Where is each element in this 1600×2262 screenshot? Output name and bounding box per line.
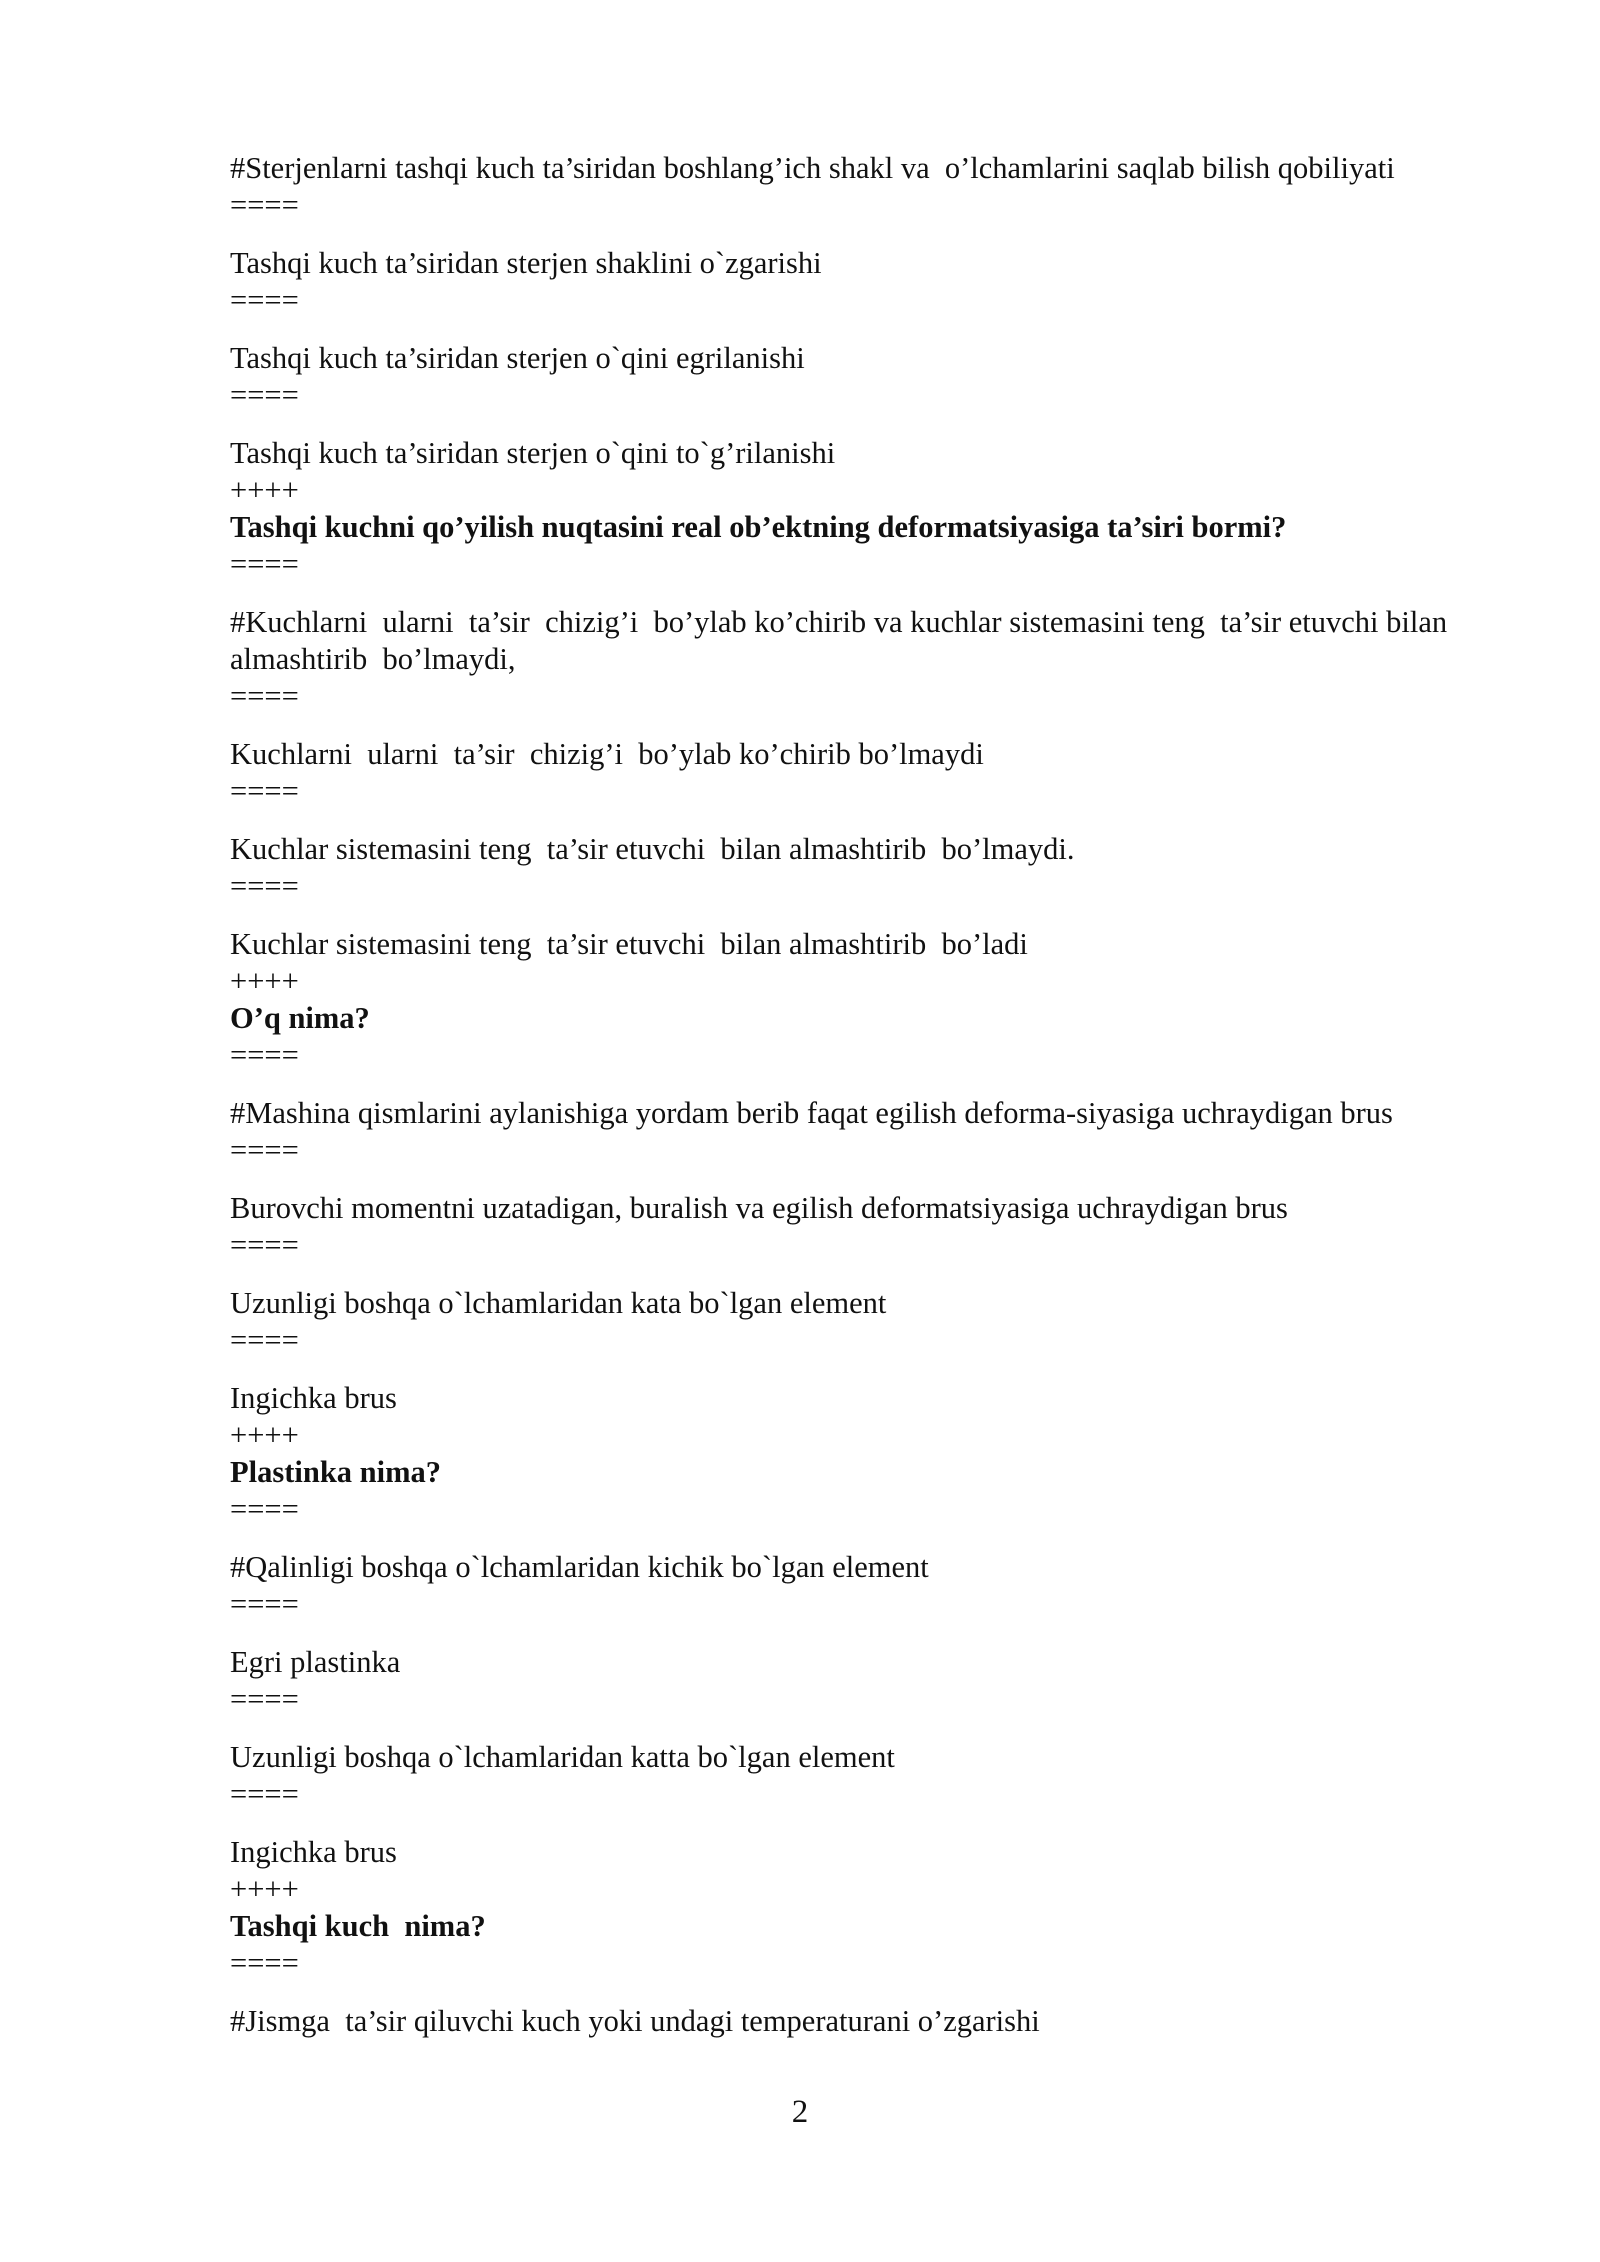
option-separator: ==== [230,1228,299,1262]
line-gap [230,715,1480,736]
option-separator: ==== [230,1946,299,1980]
line-gap [230,1359,1480,1380]
answer-option: Ingichka brus [230,1835,397,1869]
option-separator: ==== [230,679,299,713]
option-separator: ==== [230,1682,299,1716]
line-gap [230,1528,1480,1549]
line-gap [230,583,1480,604]
option-separator: ==== [230,547,299,581]
answer-option: #Jismga ta’sir qiluvchi kuch yoki undagi temperaturani o’zgarishi [230,2004,1040,2038]
line-gap [230,1982,1480,2003]
option-separator: ==== [230,1323,299,1357]
question-marker: ++++ [230,1418,299,1452]
document-body [230,150,1480,2040]
question-marker: ++++ [230,964,299,998]
line-gap [230,1813,1480,1834]
option-separator: ==== [230,1492,299,1526]
option-separator: ==== [230,1777,299,1811]
answer-option: #Qalinligi boshqa o`lchamlaridan kichik bo`lgan element [230,1550,929,1584]
line-gap [230,1169,1480,1190]
answer-option: #Sterjenlarni tashqi kuch ta’siridan boshlang’ich shakl va o’lchamlarini saqlab bilish qobiliyati [230,151,1395,185]
line-gap [230,1264,1480,1285]
page-number: 2 [791,2094,809,2130]
question-marker: ++++ [230,1872,299,1906]
line-gap [230,319,1480,340]
question-marker: ++++ [230,473,299,507]
line-gap [230,810,1480,831]
answer-option: Burovchi momentni uzatadigan, buralish va egilish deformatsiyasiga uchraydigan brus [230,1191,1288,1225]
option-separator: ==== [230,1133,299,1167]
line-gap [230,224,1480,245]
option-separator: ==== [230,283,299,317]
question-text: Tashqi kuch nima? [230,1909,486,1943]
answer-option: #Kuchlarni ularni ta’sir chizig’i bo’ylab ko’chirib va kuchlar sistemasini teng ta’sir etuvchi bilan almashtirib bo’lmaydi, [230,605,1455,676]
answer-option: Tashqi kuch ta’siridan sterjen o`qini egrilanishi [230,341,805,375]
option-separator: ==== [230,1587,299,1621]
answer-option: Uzunligi boshqa o`lchamlaridan katta bo`lgan element [230,1740,895,1774]
answer-option: Tashqi kuch ta’siridan sterjen o`qini to`g’rilanishi [230,436,836,470]
option-separator: ==== [230,869,299,903]
option-separator: ==== [230,188,299,222]
answer-option: #Mashina qismlarini aylanishiga yordam berib faqat egilish deforma-siyasiga uchraydigan brus [230,1096,1393,1130]
option-separator: ==== [230,774,299,808]
line-gap [230,905,1480,926]
option-separator: ==== [230,378,299,412]
option-separator: ==== [230,1038,299,1072]
answer-option: Kuchlar sistemasini teng ta’sir etuvchi bilan almashtirib bo’ladi [230,927,1028,961]
answer-option: Ingichka brus [230,1381,397,1415]
answer-option: Egri plastinka [230,1645,401,1679]
line-gap [230,414,1480,435]
answer-option: Uzunligi boshqa o`lchamlaridan kata bo`lgan element [230,1286,887,1320]
question-text: Plastinka nima? [230,1455,441,1489]
line-gap [230,1718,1480,1739]
question-text: Tashqi kuchni qo’yilish nuqtasini real ob’ektning deformatsiyasiga ta’siri bormi? [230,510,1287,544]
line-gap [230,1074,1480,1095]
answer-option: Tashqi kuch ta’siridan sterjen shaklini o`zgarishi [230,246,822,280]
answer-option: Kuchlar sistemasini teng ta’sir etuvchi bilan almashtirib bo’lmaydi. [230,832,1075,866]
question-text: O’q nima? [230,1001,370,1035]
answer-option: Kuchlarni ularni ta’sir chizig’i bo’ylab ko’chirib bo’lmaydi [230,737,984,771]
line-gap [230,1623,1480,1644]
